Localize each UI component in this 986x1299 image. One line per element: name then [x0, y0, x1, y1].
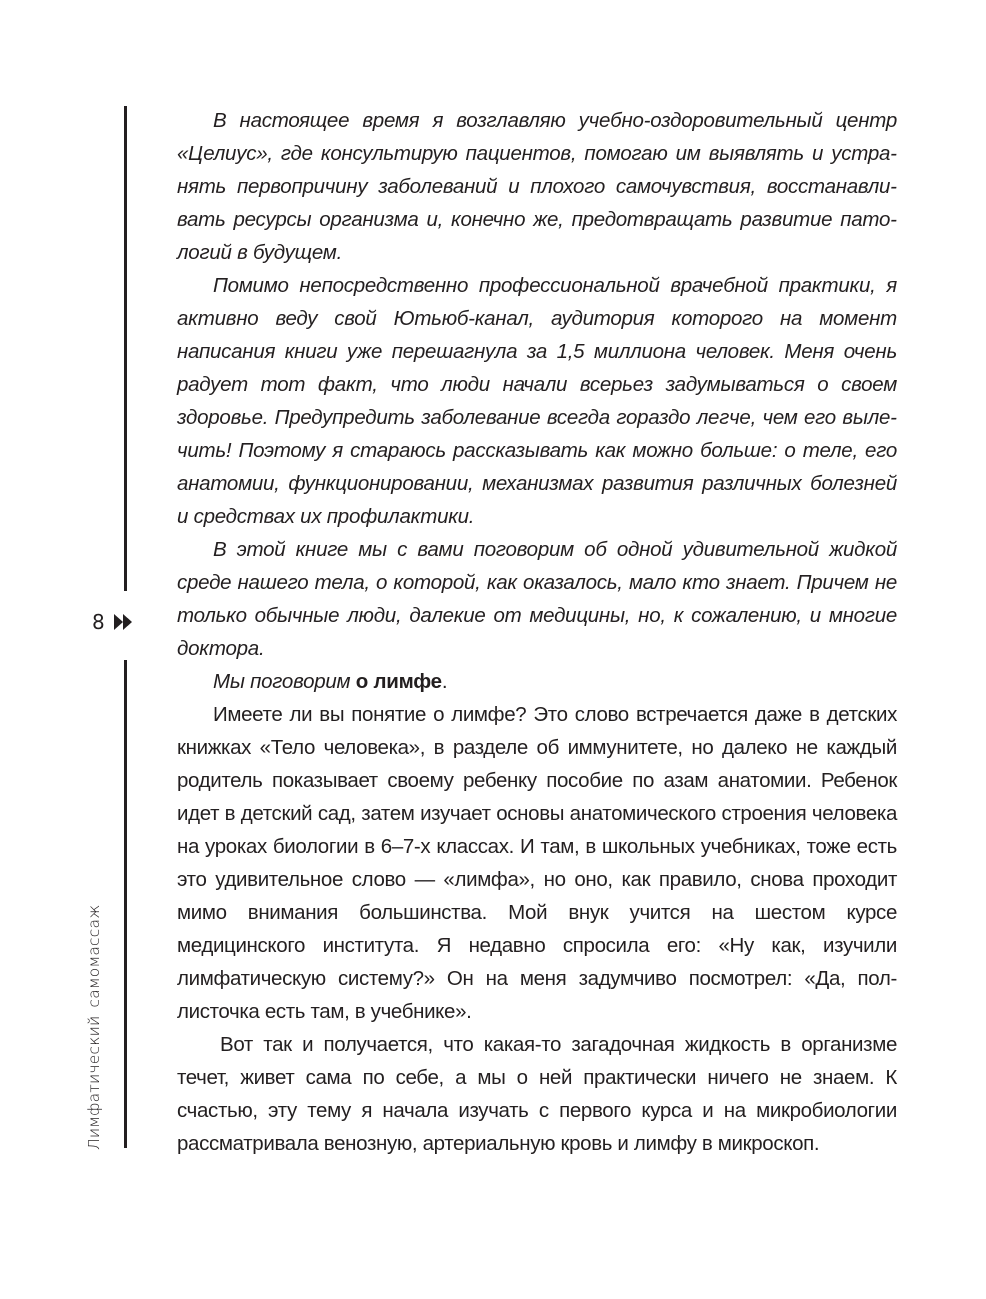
- paragraph-intro-center: В настоящее время я возглавляю учебно-оздоровительный центр «Целиус», где консультирую пациентов, помогаю им выявлять и устранять первопричину заболеваний и плохого самочувствия, восстанавливать ресурсы организма и, конечно же, предотвращать развитие патологий в будущем.: [177, 109, 897, 264]
- paragraph-youtube-channel: Помимо непосредственно профессиональной врачебной практики, я активно веду свой Ютьюб-канал, аудитория которого на момент написания книги уже перешагнула за 1,5 миллиона человек. Меня очень радует тот факт, что люди начали всерьез задумываться о своем здоровье. Предупредить заболевание всегда гораздо легче, чем его вылечить! Поэтому я стараюсь рассказывать как можно больше: о теле, его анатомии, функционировании, механизмах развития различных болезней и средствах их профилактики.: [177, 274, 897, 528]
- margin-rule-top: [124, 106, 127, 591]
- about-lymph-tail: .: [441, 670, 448, 693]
- double-right-arrow-icon: [114, 614, 132, 630]
- running-head-word-2: самомассаж: [85, 904, 103, 1008]
- margin-rule-bottom: [124, 660, 127, 1148]
- folio: [92, 609, 132, 635]
- paragraph-lymph-question: Имеете ли вы понятие о лимфе? Это слово встречается даже в детских книжках «Тело человека», в разделе об иммунитете, но далеко не каждый родитель показывает своему ребенку пособие по азам анатомии. Ребенок идет в детский сад, затем изучает основы анатомического строения человека на уроках биологии в 6–7-х классах. И там, в школьных учебниках, тоже есть это удивительное слово — «лимфа», но оно, как правило, снова проходит мимо внимания большинства. Мой внук учится на шестом курсе медицинского института. Я недавно спросила его: «Ну как, изучили лимфатическую систему?» Он на меня задумчиво посмотрел: «Да, пол-листочка есть там, в учебнике».: [177, 703, 897, 1023]
- paragraph-mysterious-fluid: Вот так и получается, что какая-то загадочная жидкость в организме течет, живет сама по себе, а мы о ней практически ничего не знаем. К счастью, эту тему я начала изучать с первого курса и на микробиологии рассматривала венозную, артериальную кровь и лимфу в микроскоп.: [177, 1033, 897, 1155]
- page-number: 8: [92, 610, 105, 634]
- body-text: [177, 104, 897, 1160]
- paragraph-about-lymph: [177, 665, 897, 698]
- about-lymph-emphasis: о лимфе: [355, 670, 442, 693]
- running-head-word-1: Лимфатический: [85, 1015, 103, 1150]
- paragraph-book-topic: В этой книге мы с вами поговорим об одной удивительной жидкой среде нашего тела, о которой, как оказалось, мало кто знает. Причем не только обычные люди, далекие от медицины, но, к сожалению, и многие доктора.: [177, 538, 897, 660]
- about-lymph-lead: Мы поговорим: [213, 670, 356, 693]
- running-head: [83, 905, 105, 1150]
